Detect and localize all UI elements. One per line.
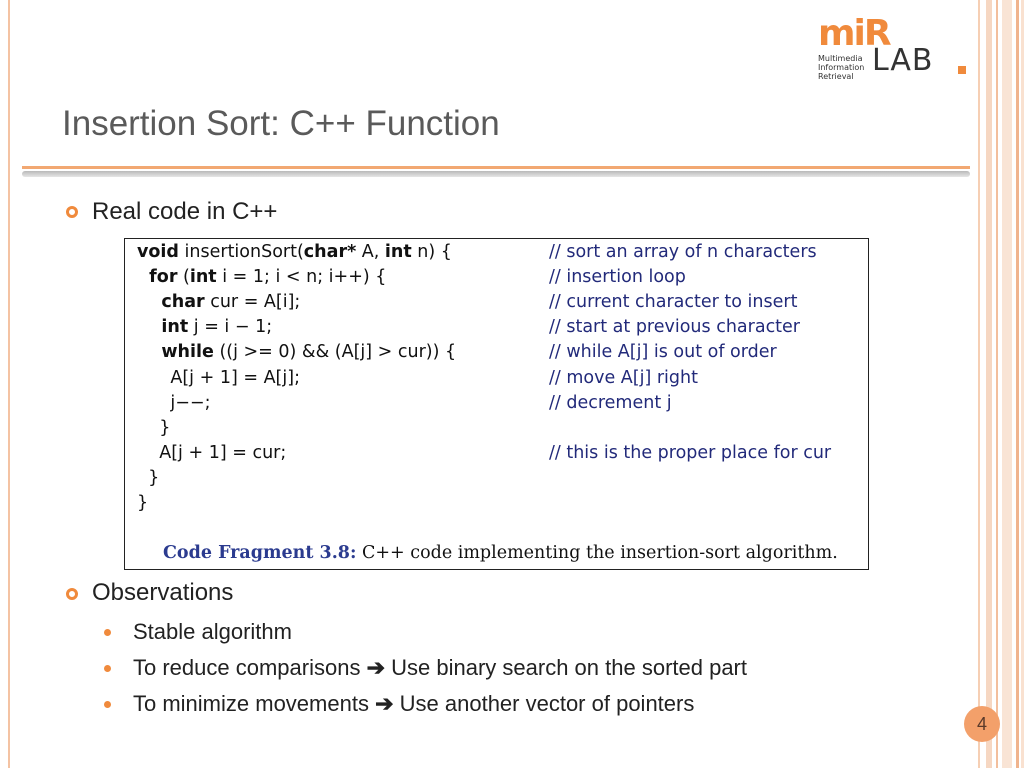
left-border-stripe: [8, 0, 10, 768]
sub-bullet-movements: [133, 691, 694, 717]
right-bar: [986, 0, 992, 768]
arrow-right-icon: ➔: [366, 655, 386, 680]
code-line: j−−;: [137, 393, 211, 413]
logo-subtitle-line: Multimedia: [818, 54, 863, 63]
mir-lab-logo: [818, 13, 964, 81]
sub-bullet-dot-icon: [104, 629, 111, 636]
code-comment: // sort an array of n characters: [549, 242, 817, 262]
logo-mir-text: miR: [818, 13, 890, 54]
sub-bullet-stable: [133, 619, 292, 645]
bullet-ring-icon: [66, 588, 78, 600]
code-line: }: [137, 468, 160, 488]
code-line: }: [137, 493, 149, 513]
code-comment: // while A[j] is out of order: [549, 342, 777, 362]
logo-subtitle-line: Information: [818, 63, 865, 72]
code-line: while ((j >= 0) && (A[j] > cur)) {: [137, 342, 457, 362]
code-line: }: [137, 418, 171, 438]
bullet-text: Real code in C++: [92, 198, 278, 225]
sub-bullet-text: Use binary search on the sorted part: [391, 655, 747, 680]
code-comment: // current character to insert: [549, 292, 798, 312]
code-comment: // decrement j: [549, 393, 672, 413]
code-line: A[j + 1] = A[j];: [137, 368, 300, 388]
caption-text: C++ code implementing the insertion-sort algorithm.: [356, 543, 838, 563]
logo-subtitle: [818, 54, 874, 81]
code-comment: // start at previous character: [549, 317, 801, 337]
code-line: for (int i = 1; i < n; i++) {: [137, 267, 387, 287]
code-comment: // this is the proper place for cur: [549, 443, 832, 463]
caption-label: Code Fragment 3.8:: [163, 543, 357, 563]
title-rule: [22, 166, 970, 169]
sub-bullet-text: To minimize movements: [133, 691, 369, 716]
logo-subtitle-line: Retrieval: [818, 72, 854, 81]
code-caption: [163, 543, 838, 563]
code-line: A[j + 1] = cur;: [137, 443, 287, 463]
slide-title: Insertion Sort: C++ Function: [62, 104, 500, 143]
code-comment: // move A[j] right: [549, 368, 698, 388]
right-bar: [1016, 0, 1019, 768]
arrow-right-icon: ➔: [375, 691, 394, 716]
bullet-text: Observations: [92, 579, 234, 606]
code-line: int j = i − 1;: [137, 317, 273, 337]
logo-lab-text: LAB: [872, 43, 934, 78]
right-decorative-bars: [978, 0, 1024, 768]
sub-bullet-dot-icon: [104, 701, 111, 708]
code-fragment-box: [124, 238, 869, 570]
right-bar: [996, 0, 998, 768]
code-line: char cur = A[i];: [137, 292, 301, 312]
code-comment: // insertion loop: [549, 267, 686, 287]
sub-bullet-comparisons: [133, 655, 747, 681]
sub-bullet-text: To reduce comparisons: [133, 655, 361, 680]
bullet-ring-icon: [66, 206, 78, 218]
right-bar: [978, 0, 980, 768]
sub-bullet-text: Stable algorithm: [133, 619, 292, 644]
sub-bullet-text: Use another vector of pointers: [399, 691, 695, 716]
right-bar: [1002, 0, 1012, 768]
title-shadow-rule: [22, 171, 970, 177]
page-number: 4: [964, 706, 1000, 742]
sub-bullet-dot-icon: [104, 665, 111, 672]
code-line: void insertionSort(char* A, int n) {: [137, 242, 452, 262]
logo-dot: [958, 66, 966, 74]
